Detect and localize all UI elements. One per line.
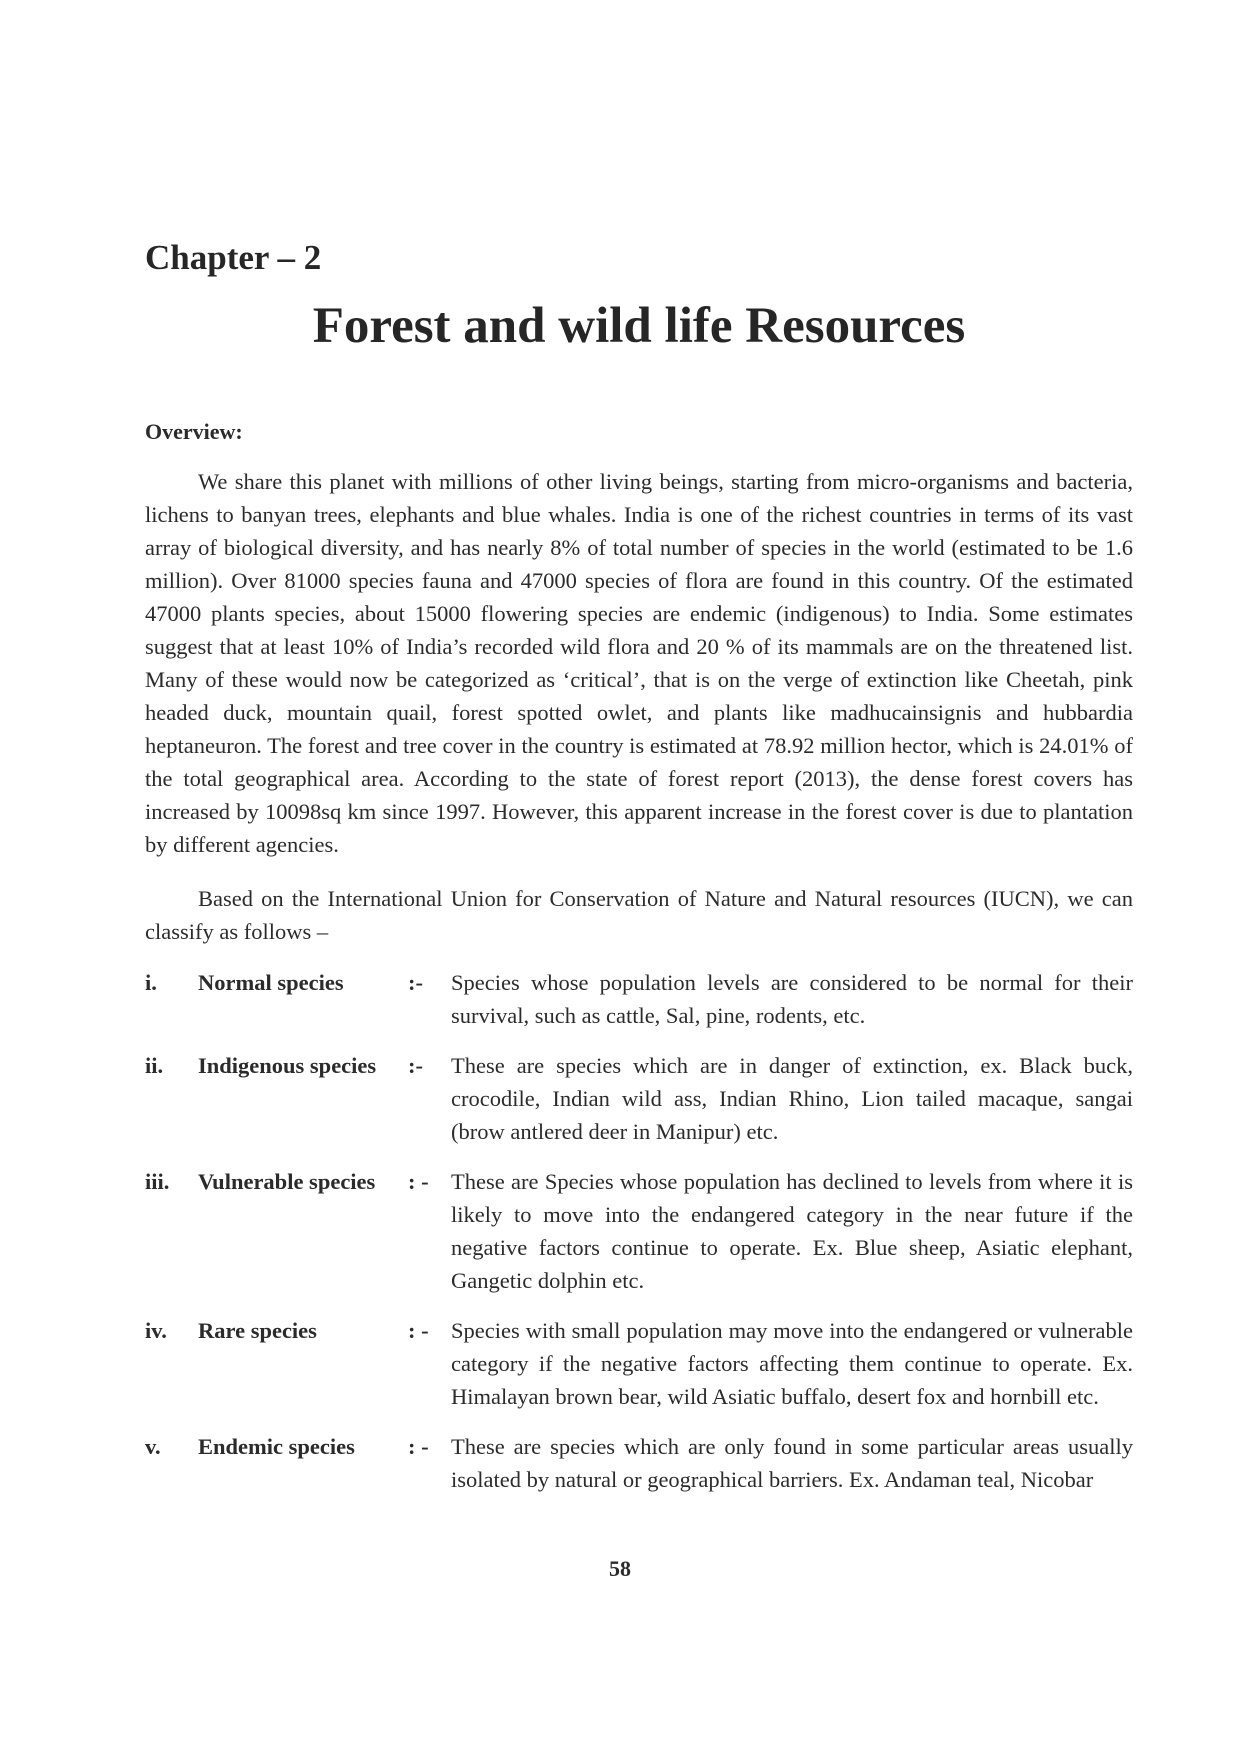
- item-number: v.: [145, 1434, 161, 1459]
- list-item-vulnerable-species: [145, 1165, 1133, 1297]
- item-description: Species whose population levels are considered to be normal for their survival, such as cattle, Sal, pine, rodents, etc.: [451, 970, 1133, 1028]
- item-separator: : -: [408, 1434, 429, 1459]
- overview-heading: Overview:: [145, 419, 243, 444]
- item-description: These are Species whose population has declined to levels from where it is likely to move into the endangered category in the near future if the negative factors continue to operate. Ex. Blue sheep, Asiatic elephant, Gangetic dolphin etc.: [451, 1169, 1133, 1293]
- species-classification-list: [145, 966, 1133, 1513]
- item-term: Indigenous species: [198, 1053, 377, 1078]
- item-separator: :-: [408, 1053, 423, 1078]
- list-item-indigenous-species: [145, 1049, 1133, 1148]
- list-item-normal-species: [145, 966, 1133, 1032]
- item-separator: :-: [408, 970, 423, 995]
- iucn-intro-paragraph: Based on the International Union for Conservation of Nature and Natural resources (IUCN), we can classify as follows –: [145, 886, 1133, 944]
- item-description: These are species which are only found in some particular areas usually isolated by natural or geographical barriers. Ex. Andaman teal, Nicobar: [451, 1434, 1133, 1492]
- chapter-label: Chapter – 2: [145, 238, 322, 277]
- item-number: i.: [145, 970, 157, 995]
- item-separator: : -: [408, 1318, 429, 1343]
- item-number: iii.: [145, 1169, 170, 1194]
- item-separator: : -: [408, 1169, 429, 1194]
- item-number: iv.: [145, 1318, 167, 1343]
- item-term: Endemic species: [198, 1434, 355, 1459]
- list-item-rare-species: [145, 1314, 1133, 1413]
- item-description: These are species which are in danger of extinction, ex. Black buck, crocodile, Indian wild ass, Indian Rhino, Lion tailed macaque, sangai (brow antlered deer in Manipur) etc.: [451, 1053, 1133, 1144]
- item-description: Species with small population may move into the endangered or vulnerable category if the negative factors affecting them continue to operate. Ex. Himalayan brown bear, wild Asiatic buffalo, desert fox and hornbill etc.: [451, 1318, 1133, 1409]
- item-term: Normal species: [198, 970, 344, 995]
- item-term: Vulnerable species: [198, 1169, 376, 1194]
- item-number: ii.: [145, 1053, 164, 1078]
- page-number: 58: [609, 1556, 631, 1581]
- list-item-endemic-species: [145, 1430, 1133, 1496]
- item-term: Rare species: [198, 1318, 317, 1343]
- chapter-title: Forest and wild life Resources: [312, 298, 966, 354]
- overview-paragraph: We share this planet with millions of other living beings, starting from micro-organisms and bacteria, lichens to banyan trees, elephants and blue whales. India is one of the richest countries in terms of its vast array of biological diversity, and has nearly 8% of total number of species in the world (estimated to be 1.6 million). Over 81000 species fauna and 47000 species of flora are found in this country. Of the estimated 47000 plants species, about 15000 flowering species are endemic (indigenous) to India. Some estimates suggest that at least 10% of India’s recorded wild flora and 20 % of its mammals are on the threatened list. Many of these would now be categorized as ‘critical’, that is on the verge of extinction like Cheetah, pink headed duck, mountain quail, forest spotted owlet, and plants like madhucainsignis and hubbardia heptaneuron. The forest and tree cover in the country is estimated at 78.92 million hector, which is 24.01% of the total geographical area. According to the state of forest report (2013), the dense forest covers has increased by 10098sq km since 1997. However, this apparent increase in the forest cover is due to plantation by different agencies.: [145, 469, 1133, 857]
